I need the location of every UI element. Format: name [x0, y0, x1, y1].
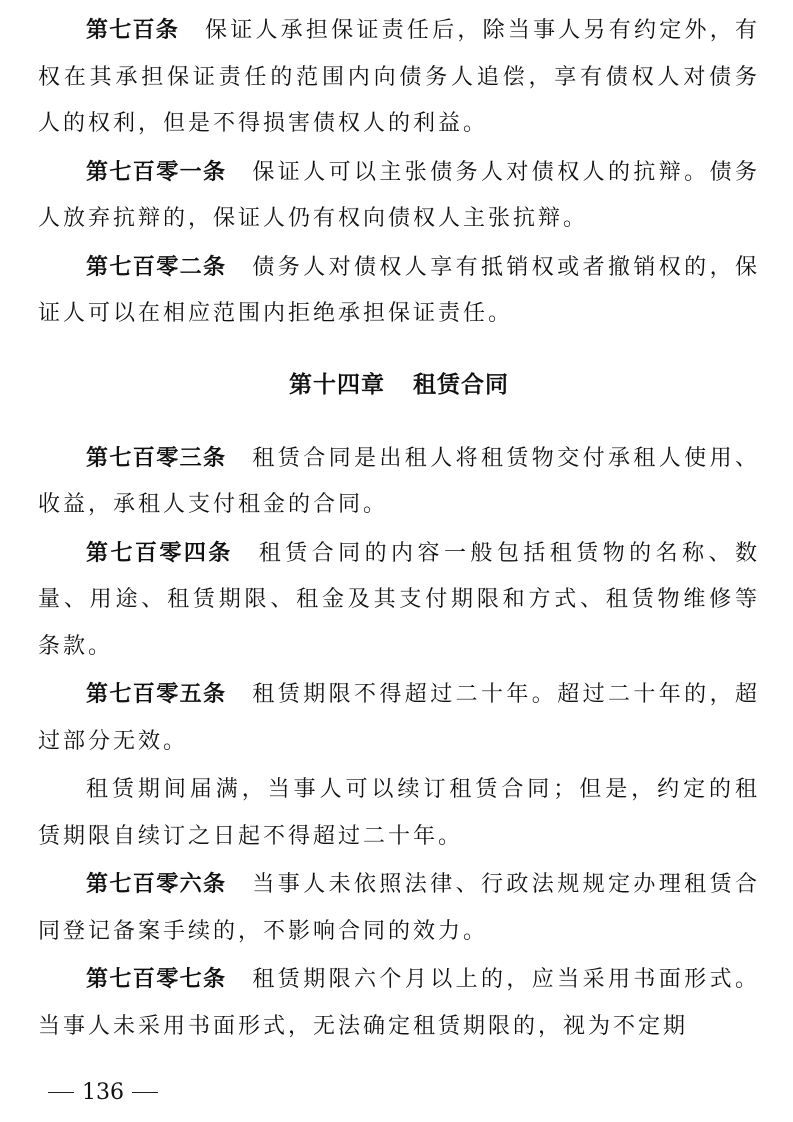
footer-dash-right	[132, 1092, 158, 1093]
article-text: 债务人对债权人享有抵销权或者撤销权的，保证人可以在相应范围内拒绝承担保证责任。	[38, 254, 760, 326]
article-706	[38, 862, 760, 955]
article-701	[38, 150, 760, 243]
footer-dash-left	[48, 1092, 74, 1093]
article-number: 第七百零二条	[86, 254, 227, 280]
document-page	[38, 8, 760, 1052]
article-text: 租赁期限不得超过二十年。超过二十年的，超过部分无效。	[38, 682, 760, 754]
chapter-number: 第十四章	[289, 371, 385, 398]
article-text: 租赁期间届满，当事人可以续订租赁合同；但是，约定的租赁期限自续订之日起不得超过二十年。	[38, 777, 760, 849]
article-text: 当事人未依照法律、行政法规规定办理租赁合同登记备案手续的，不影响合同的效力。	[38, 872, 760, 944]
article-700	[38, 8, 760, 148]
article-705	[38, 672, 760, 765]
chapter-heading	[38, 360, 760, 410]
article-number: 第七百条	[86, 18, 179, 43]
article-text: 租赁期限六个月以上的，应当采用书面形式。当事人未采用书面形式，无法确定租赁期限的，视为不定期	[38, 967, 760, 1039]
page-footer	[40, 1080, 166, 1105]
article-705-paragraph-2	[38, 767, 760, 860]
article-number: 第七百零五条	[86, 682, 227, 707]
article-text: 保证人承担保证责任后，除当事人另有约定外，有权在其承担保证责任的范围内向债务人追偿，享有债权人对债务人的权利，但是不得损害债权人的利益。	[38, 18, 760, 136]
article-text: 保证人可以主张债务人对债权人的抗辩。债务人放弃抗辩的，保证人仍有权向债权人主张抗辩。	[38, 159, 760, 231]
article-707	[38, 957, 760, 1050]
chapter-title: 租赁合同	[413, 371, 509, 398]
article-703	[38, 436, 760, 529]
article-704	[38, 531, 760, 671]
article-number: 第七百零六条	[86, 872, 227, 897]
article-number: 第七百零四条	[86, 540, 233, 566]
article-text: 租赁合同的内容一般包括租赁物的名称、数量、用途、租赁期限、租金及其支付期限和方式、租赁物维修等条款。	[38, 540, 760, 659]
article-number: 第七百零七条	[86, 967, 227, 992]
article-text: 租赁合同是出租人将租赁物交付承租人使用、收益，承租人支付租金的合同。	[38, 445, 760, 517]
page-number: 136	[82, 1080, 124, 1105]
article-702	[38, 245, 760, 338]
article-number: 第七百零一条	[86, 159, 227, 185]
article-number: 第七百零三条	[86, 445, 227, 471]
